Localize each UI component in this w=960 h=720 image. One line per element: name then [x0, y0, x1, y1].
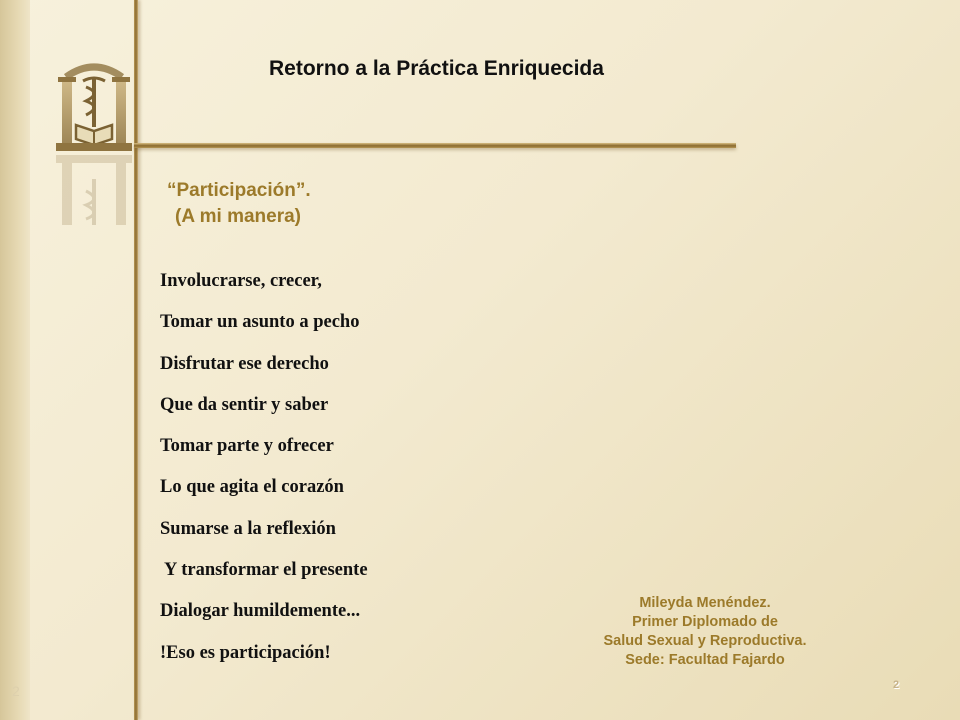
poem-verse: Y transformar el presente — [160, 560, 368, 581]
poem-verse: Sumarse a la reflexión — [160, 518, 336, 539]
poem-verse: Disfrutar ese derecho — [160, 353, 329, 374]
author-credit — [560, 594, 850, 670]
poem-verse: Que da sentir y saber — [160, 394, 329, 415]
poem-verse: Tomar parte y ofrecer — [160, 436, 334, 457]
poem-verse: !Eso es participación! — [160, 642, 331, 663]
left-decorative-band — [0, 0, 30, 720]
slide-title: Retorno a la Práctica Enriquecida — [269, 57, 604, 80]
author-name: Mileyda Menéndez. — [639, 595, 771, 611]
poem-title: “Participación”. — [167, 180, 311, 201]
poem-verse: Lo que agita el corazón — [160, 477, 344, 498]
poem-heading — [167, 178, 311, 230]
poem-subtitle: (A mi manera) — [175, 206, 301, 227]
poem-body — [160, 268, 368, 681]
poem-verse: Tomar un asunto a pecho — [160, 312, 360, 333]
page-number: 2 — [893, 679, 900, 691]
poem-verse: Dialogar humildemente... — [160, 601, 361, 622]
author-venue: Sede: Facultad Fajardo — [625, 652, 785, 668]
author-program: Primer Diplomado de — [632, 614, 778, 630]
page-number-ghost: 2 — [12, 683, 20, 699]
author-program-topic: Salud Sexual y Reproductiva. — [603, 633, 807, 649]
institution-emblem-icon — [52, 55, 136, 225]
horizontal-rule — [134, 143, 736, 148]
poem-verse: Involucrarse, crecer, — [160, 271, 322, 291]
